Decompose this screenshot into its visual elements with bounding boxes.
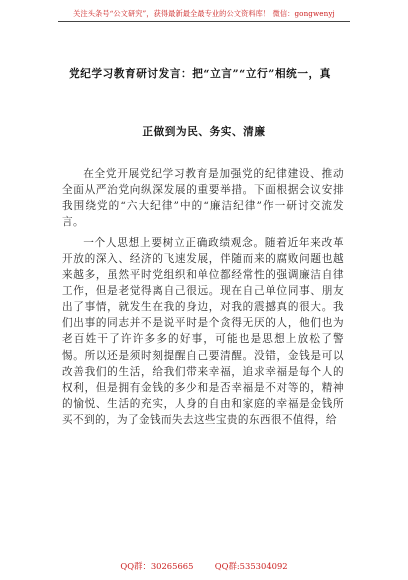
footer-contact: QQ群：30265665 QQ群:535304092 xyxy=(120,561,288,571)
header-notice xyxy=(0,9,408,19)
header-divider xyxy=(58,21,350,22)
document-body xyxy=(62,166,344,433)
document-title-line-1: 党纪学习教育研讨发言：把“立言”“立行”相统一，真 xyxy=(69,68,331,80)
paragraph-intro: 在全党开展党纪学习教育是加强党的纪律建设、推动全面从严治党向纵深发展的重要举措。下面根据会议安排我围绕党的“六大纪律”中的“廉洁纪律”作一研讨交流发言。 xyxy=(62,168,344,229)
paragraph-main: 一个人思想上要树立正确政绩观念。随着近年来改革开放的深入、经济的飞速发展，伴随而来的腐败问题也越来越多，虽然平时党组织和单位都经常性的强调廉洁自律工作，但是老觉得离自己很远。现在自己单位同事、朋友出了事情，就发生在我的身边，对我的震撼真的很大。我们出事的同志并不是说平时是个贪得无厌的人，他们也为老百姓干了许许多多的好事，可能也是思想上放松了警惕。所以还是须时刻提醒自己要清醒。没错，金钱是可以改善我们的生活，给我们带来幸福，追求幸福是每个人的权利，但是拥有金钱的多少和是否幸福是不对等的，精神的愉悦、生活的充实，人身的自由和家庭的幸福是金钱所买不到的，为了金钱而失去这些宝贵的东西很不值得，给 xyxy=(62,236,344,426)
document-title-line-2: 正做到为民、务实、清廉 xyxy=(142,126,266,138)
header-notice-text: 关注头条号“公文研究”，获得最新最全最专业的公文资料库！ 微信：gongwenyj xyxy=(73,9,335,18)
